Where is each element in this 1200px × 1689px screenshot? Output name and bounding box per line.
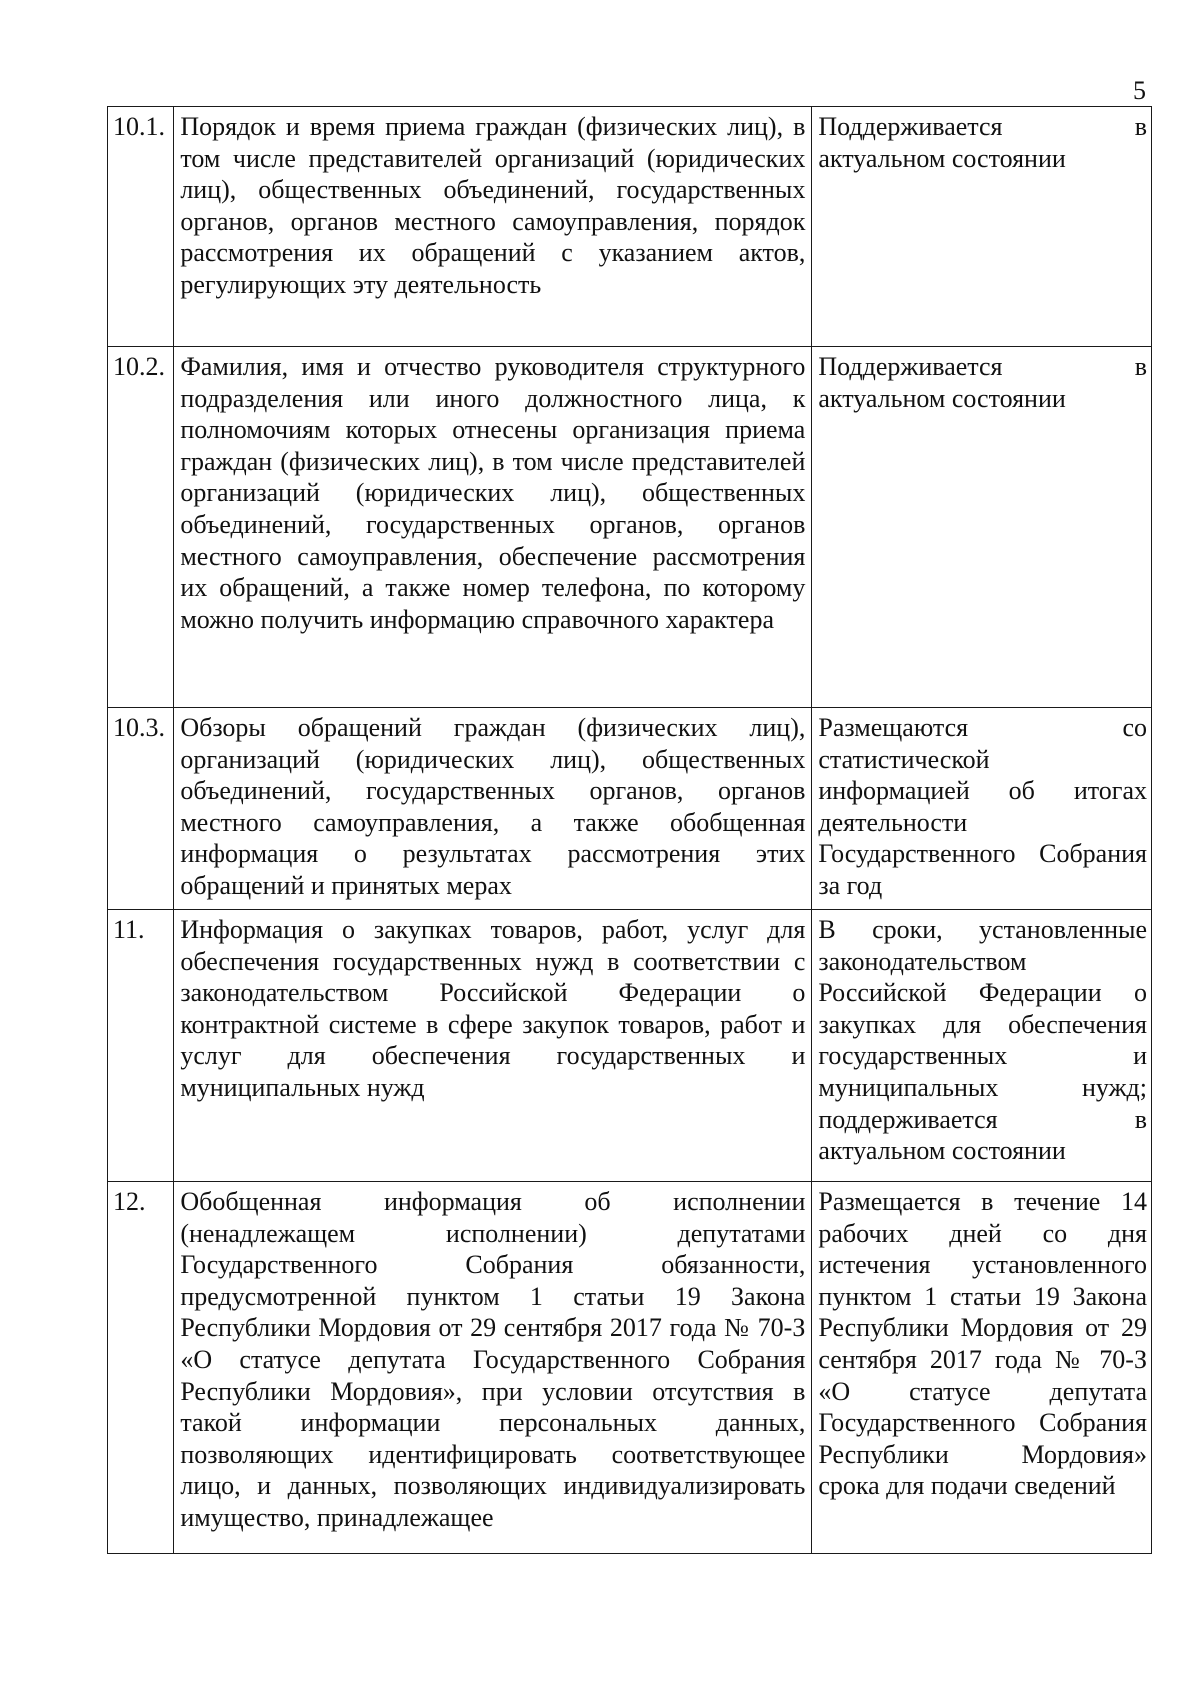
table-row	[108, 347, 1152, 708]
row-status: Поддерживается в актуальном состоянии	[812, 347, 1152, 708]
row-number: 10.2.	[108, 347, 174, 708]
row-content: Информация о закупках товаров, работ, услуг для обеспечения государственных нужд в соответствии с законодательством Российской Федерации о контрактной системе в сфере закупок товаров, работ и услуг для обеспечения государственных и муниципальных нужд	[174, 910, 812, 1182]
table-row	[108, 910, 1152, 1182]
row-status: Размещаются со статистической информацией об итогах деятельности Государственного Собрания за год	[812, 708, 1152, 910]
page-number: 5	[1133, 76, 1146, 105]
row-content: Обзоры обращений граждан (физических лиц), организаций (юридических лиц), общественных объединений, государственных органов, органов местного самоуправления, а также обобщенная информация о результатах рассмотрения этих обращений и принятых мерах	[174, 708, 812, 910]
table-row	[108, 708, 1152, 910]
row-content: Порядок и время приема граждан (физических лиц), в том числе представителей организаций (юридических лиц), общественных объединений, государственных органов, органов местного самоуправления, порядок рассмотрения их обращений с указанием актов, регулирующих эту деятельность	[174, 107, 812, 347]
row-number: 12.	[108, 1182, 174, 1554]
row-status: В сроки, установленные законодательством Российской Федерации о закупках для обеспечения государственных и муниципальных нужд; поддерживается в актуальном состоянии	[812, 910, 1152, 1182]
row-number: 11.	[108, 910, 174, 1182]
row-status: Поддерживается в актуальном состоянии	[812, 107, 1152, 347]
row-number: 10.3.	[108, 708, 174, 910]
row-status: Размещается в течение 14 рабочих дней со дня истечения установленного пунктом 1 статьи 19 Закона Республики Мордовия от 29 сентября 2017 года № 70-З «О статусе депутата Государственного Собрания Республики Мордовия» срока для подачи сведений	[812, 1182, 1152, 1554]
table-row	[108, 107, 1152, 347]
row-content: Фамилия, имя и отчество руководителя структурного подразделения или иного должностного лица, к полномочиям которых отнесены организация приема граждан (физических лиц), в том числе представителей организаций (юридических лиц), общественных объединений, государственных органов, органов местного самоуправления, обеспечение рассмотрения их обращений, а также номер телефона, по которому можно получить информацию справочного характера	[174, 347, 812, 708]
information-table	[107, 106, 1152, 1554]
row-number: 10.1.	[108, 107, 174, 347]
row-content: Обобщенная информация об исполнении (ненадлежащем исполнении) депутатами Государственного Собрания обязанности, предусмотренной пунктом 1 статьи 19 Закона Республики Мордовия от 29 сентября 2017 года № 70-З «О статусе депутата Государственного Собрания Республики Мордовия», при условии отсутствия в такой информации персональных данных, позволяющих идентифицировать соответствующее лицо, и данных, позволяющих индивидуализировать имущество, принадлежащее	[174, 1182, 812, 1554]
table-row	[108, 1182, 1152, 1554]
